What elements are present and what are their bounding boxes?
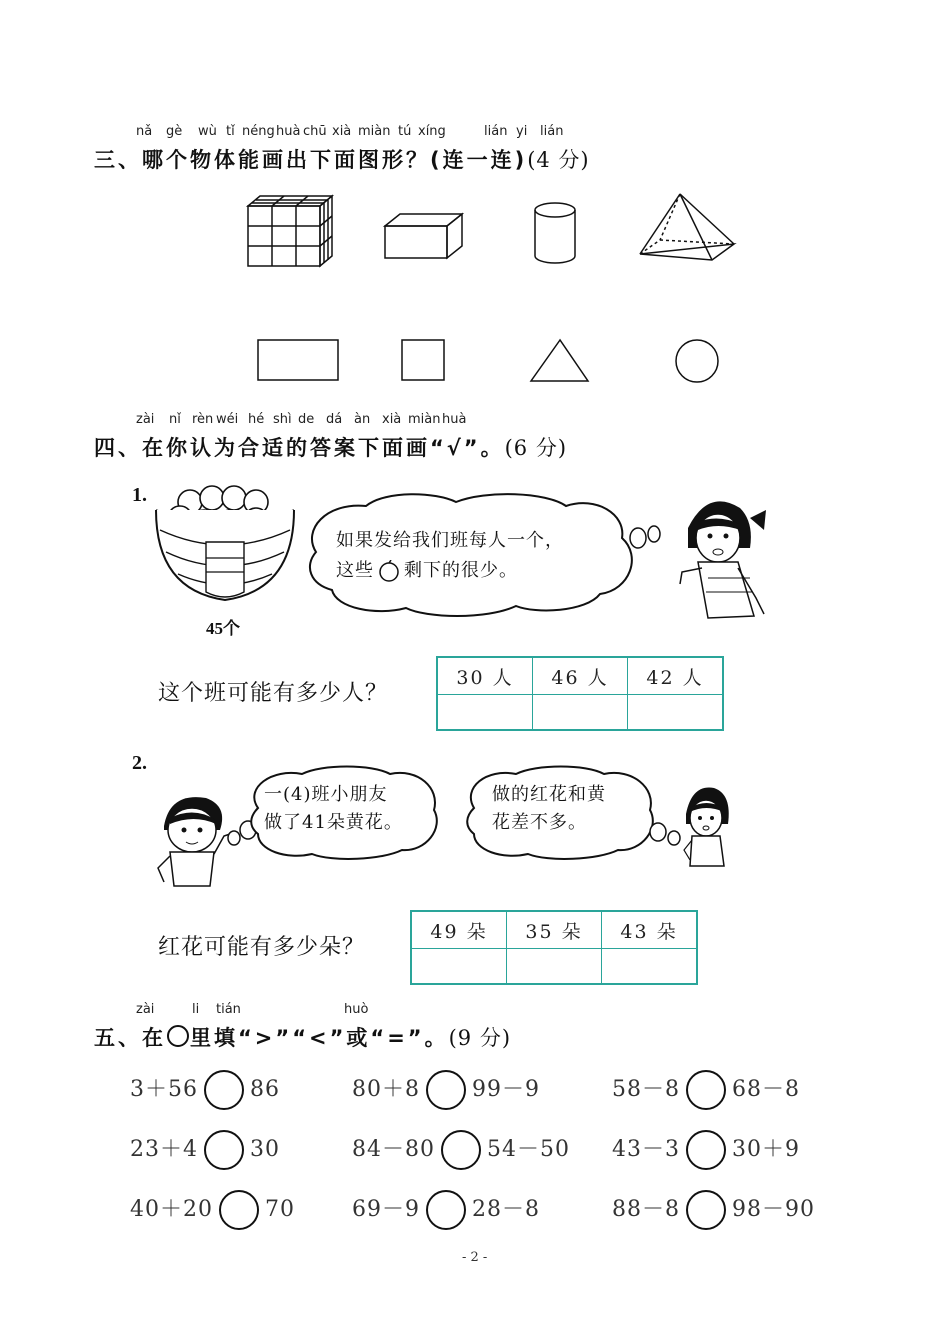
check-cell[interactable] — [628, 695, 724, 731]
bubble-q2-right-line1: 做的红花和黄 — [492, 784, 606, 805]
expression-right: 99－9 — [472, 1077, 540, 1102]
cylinder-icon[interactable] — [535, 203, 575, 263]
pinyin: rèn — [192, 412, 214, 427]
circle-icon — [167, 1025, 189, 1047]
expression-right: 54－50 — [487, 1137, 570, 1162]
check-cell[interactable] — [602, 949, 698, 985]
bubble-text: 这些 — [336, 560, 374, 581]
pinyin: zài — [136, 412, 155, 427]
pinyin: tú — [398, 124, 412, 139]
answer-circle[interactable] — [426, 1070, 466, 1110]
section5-pinyin — [136, 1002, 376, 1018]
comparison-item — [130, 1190, 295, 1230]
section3-instruction: (连一连) — [430, 148, 528, 172]
pinyin: dá — [326, 412, 343, 427]
pinyin: lián — [540, 124, 564, 139]
expression-right: 28－8 — [472, 1197, 540, 1222]
comparison-item — [352, 1130, 570, 1170]
triangle-icon[interactable] — [531, 340, 588, 381]
option-cell: 30 人 — [437, 657, 533, 695]
answer-circle[interactable] — [204, 1130, 244, 1170]
pyramid-icon[interactable] — [640, 194, 734, 260]
section3-title: 三、哪个物体能画出下面图形？ — [94, 148, 430, 172]
section4-heading — [94, 432, 567, 462]
q1-answer-table — [436, 656, 724, 731]
question-number: 1. — [132, 484, 147, 506]
answer-circle[interactable] — [686, 1190, 726, 1230]
answer-circle[interactable] — [204, 1070, 244, 1110]
expression-left: 84－80 — [352, 1137, 435, 1162]
answer-circle[interactable] — [426, 1190, 466, 1230]
pinyin: xíng — [418, 124, 446, 139]
question-number: 2. — [132, 752, 147, 774]
bubble-q2-left-line2: 做了41朵黄花。 — [264, 812, 403, 833]
comparison-item — [130, 1130, 280, 1170]
answer-circle[interactable] — [441, 1130, 481, 1170]
answer-circle[interactable] — [219, 1190, 259, 1230]
pinyin: àn — [354, 412, 371, 427]
pinyin: miàn — [358, 124, 391, 139]
expression-right: 68－8 — [732, 1077, 800, 1102]
cube-grid-icon[interactable] — [248, 196, 332, 266]
expression-left: 40＋20 — [130, 1197, 213, 1222]
circle-icon[interactable] — [676, 340, 718, 382]
girl-illustration-small — [678, 784, 738, 868]
option-cell: 46 人 — [533, 657, 628, 695]
pinyin: xià — [382, 412, 402, 427]
girl-illustration — [668, 488, 768, 628]
page-number: - 2 - — [462, 1250, 488, 1265]
pinyin: shì — [273, 412, 292, 427]
pinyin: miàn — [408, 412, 441, 427]
pinyin: yi — [516, 124, 528, 139]
option-cell: 42 人 — [628, 657, 724, 695]
expression-left: 88－8 — [612, 1197, 680, 1222]
expression-left: 3＋56 — [130, 1077, 198, 1102]
check-cell[interactable] — [507, 949, 602, 985]
pinyin: wéi — [216, 412, 239, 427]
q2-question: 红花可能有多少朵？ — [158, 935, 366, 960]
bubble-text: 剩下的很少。 — [404, 560, 518, 581]
expression-left: 80＋8 — [352, 1077, 420, 1102]
pinyin: wù — [198, 124, 217, 139]
section4-score: (6 分) — [504, 436, 568, 460]
apple-basket-illustration — [150, 480, 300, 610]
plane-shapes — [250, 334, 730, 390]
bubble-q1-line1: 如果发给我们班每人一个， — [336, 530, 564, 551]
expression-left: 58－8 — [612, 1077, 680, 1102]
answer-circle[interactable] — [686, 1130, 726, 1170]
apple-icon — [376, 560, 402, 582]
expression-left: 23＋4 — [130, 1137, 198, 1162]
check-cell[interactable] — [437, 695, 533, 731]
section3-score: (4 分) — [527, 148, 590, 172]
rectangle-icon[interactable] — [258, 340, 338, 380]
expression-left: 43－3 — [612, 1137, 680, 1162]
option-cell: 49 朵 — [411, 911, 507, 949]
expression-left: 69－9 — [352, 1197, 420, 1222]
pinyin: zài — [136, 1002, 155, 1017]
expression-right: 30 — [250, 1137, 280, 1162]
check-cell[interactable] — [411, 949, 507, 985]
pinyin: chū — [303, 124, 327, 139]
pinyin: tǐ — [226, 124, 235, 139]
section4-title: 四、在你认为合适的答案下面画“√”。 — [94, 436, 505, 460]
section5-title: 五、在 — [94, 1026, 166, 1050]
comparison-item — [612, 1070, 800, 1110]
bubble-q2-left-line1: 一(4)班小朋友 — [264, 784, 388, 805]
q1-question: 这个班可能有多少人？ — [158, 681, 389, 706]
comparison-item — [352, 1190, 540, 1230]
pinyin: tián — [216, 1002, 241, 1017]
option-cell: 43 朵 — [602, 911, 698, 949]
expression-right: 30＋9 — [732, 1137, 800, 1162]
section3-heading — [94, 144, 590, 174]
pinyin: nǎ — [136, 124, 153, 139]
pinyin: gè — [166, 124, 183, 139]
expression-right: 86 — [250, 1077, 280, 1102]
comparison-item — [612, 1190, 815, 1230]
section5-score: (9 分) — [448, 1026, 512, 1050]
pinyin: hé — [248, 412, 265, 427]
comparison-item — [612, 1130, 800, 1170]
check-cell[interactable] — [533, 695, 628, 731]
square-icon[interactable] — [402, 340, 444, 380]
section4-pinyin — [136, 412, 476, 428]
pinyin: huà — [276, 124, 301, 139]
cuboid-icon[interactable] — [385, 214, 462, 258]
solid-objects — [240, 190, 750, 280]
section5-title: 里填“>”“<”或“=”。 — [190, 1026, 449, 1050]
expression-right: 98－90 — [732, 1197, 815, 1222]
option-cell: 35 朵 — [507, 911, 602, 949]
section5-heading — [94, 1022, 511, 1052]
answer-circle[interactable] — [686, 1070, 726, 1110]
pinyin: xià — [332, 124, 352, 139]
pinyin: huò — [344, 1002, 369, 1017]
pinyin: li — [192, 1002, 200, 1017]
pinyin: de — [298, 412, 315, 427]
pinyin: huà — [442, 412, 467, 427]
pinyin: lián — [484, 124, 508, 139]
q2-answer-table — [410, 910, 698, 985]
section3-pinyin — [136, 124, 576, 140]
pinyin: néng — [242, 124, 275, 139]
pinyin: nǐ — [169, 412, 181, 427]
bubble-q2-right-line2: 花差不多。 — [492, 812, 587, 833]
comparison-item — [130, 1070, 280, 1110]
expression-right: 70 — [265, 1197, 295, 1222]
basket-count-label: 45个 — [206, 619, 240, 638]
comparison-item — [352, 1070, 540, 1110]
bubble-q1-line2 — [336, 556, 518, 586]
